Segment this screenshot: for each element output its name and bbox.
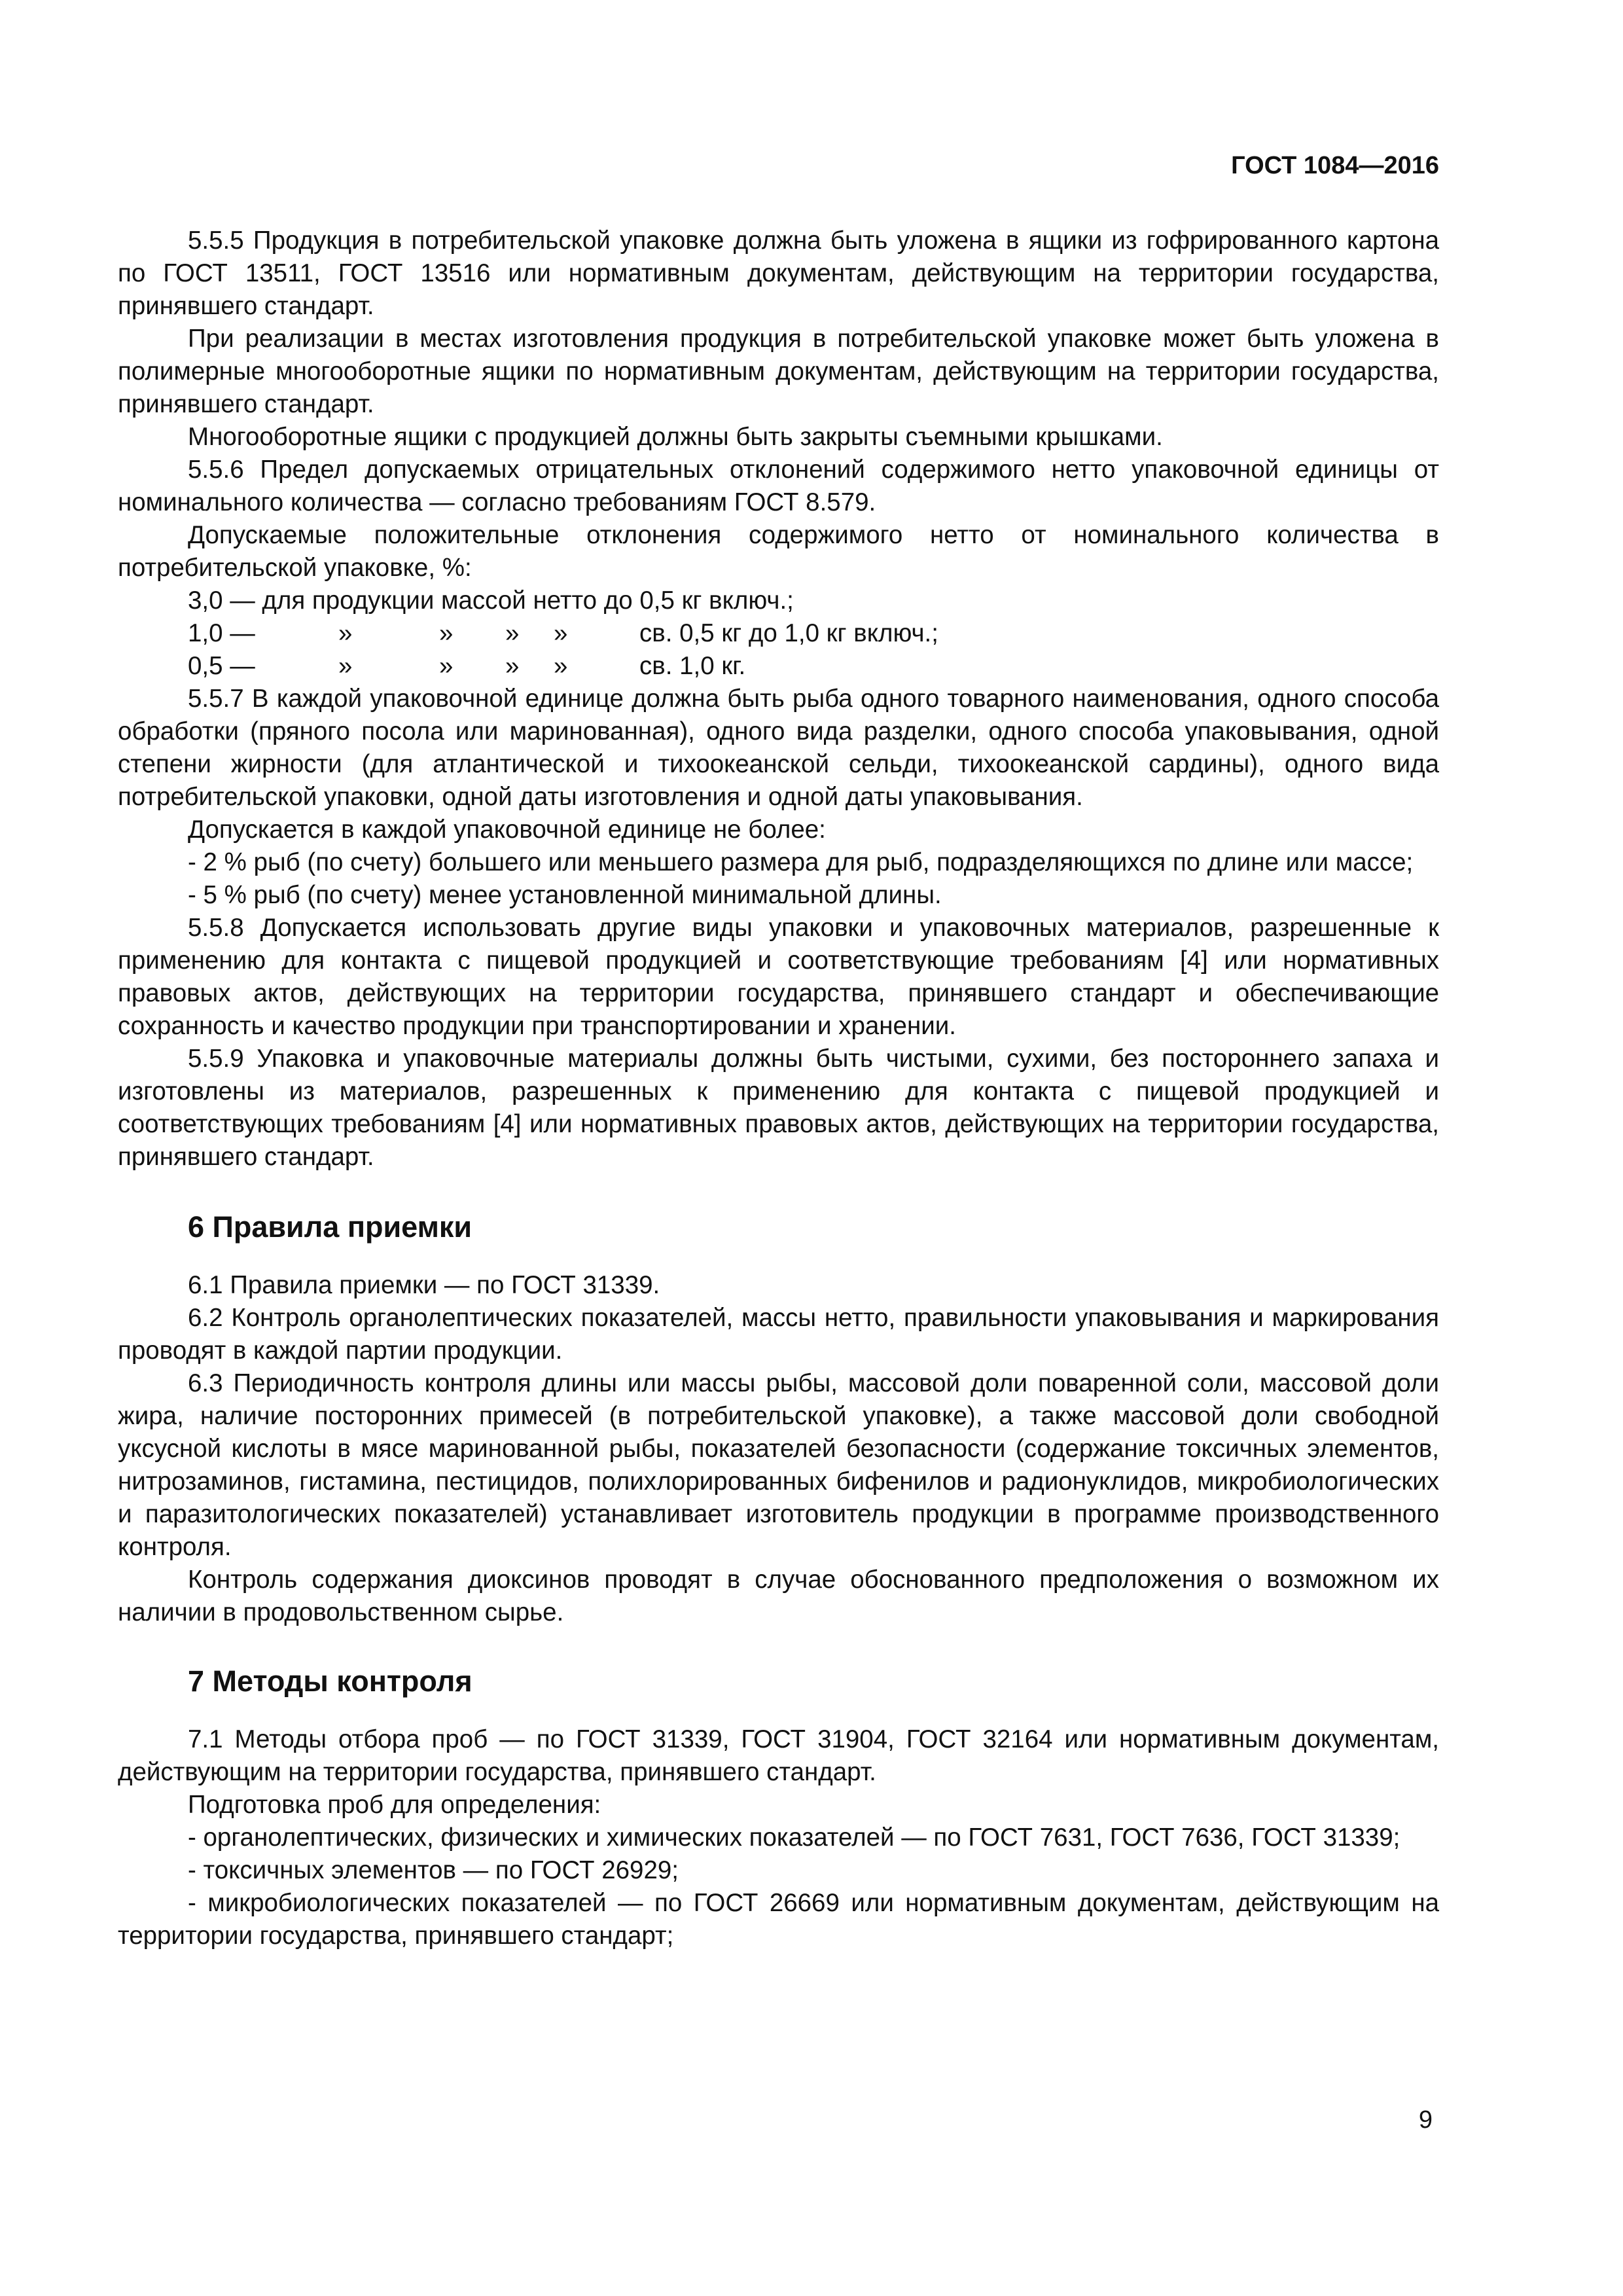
ditto-mark: » — [439, 652, 454, 680]
paragraph-6-3: 6.3 Периодичность контроля длины или массы рыбы, массовой доли поваренной соли, массовой доли жира, наличие посторонних примесей (в потребительской упаковке), а также массовой доли свободной уксусной кислоты в мясе маринованной рыбы, показателей безопасности (содержание токсичных элементов, нитрозаминов, гистамина, пестицидов, полихлорированных бифенилов и радионуклидов, микробиологических и паразитологических показателей) устанавливает изготовитель продукции в программе производственного контроля. — [118, 1369, 1439, 1561]
ditto-mark: » — [338, 619, 353, 647]
paragraph: Подготовка проб для определения: — [188, 1791, 601, 1819]
tolerance-value: 0,5 — — [188, 652, 255, 680]
ditto-mark: » — [338, 652, 353, 680]
tolerance-text: 3,0 — для продукции массой нетто до 0,5 кг включ.; — [188, 586, 794, 615]
tolerance-range: св. 0,5 кг до 1,0 кг включ.; — [639, 619, 938, 647]
paragraph-5-5-9: 5.5.9 Упаковка и упаковочные материалы должны быть чистыми, сухими, без постороннего запаха и изготовлены из материалов, разрешенных к применению для контакта с пищевой продукцией и соответствующих требованиям [4] или нормативных правовых актов, действующих на территории государства, принявшего стандарт. — [118, 1045, 1439, 1171]
ditto-mark: » — [554, 619, 568, 647]
paragraph: При реализации в местах изготовления продукция в потребительской упаковке может быть уложена в полимерные многооборотные ящики по нормативным документам, действующим на территории государства, принявшего стандарт. — [118, 325, 1439, 418]
paragraph-5-5-7: 5.5.7 В каждой упаковочной единице должна быть рыба одного товарного наименования, одного способа обработки (пряного посола или маринованная), одного вида разделки, одного способа упаковывания, одной степени жирности (для атлантической и тихоокеанской сельди, тихоокеанской сардины), одного вида потребительской упаковки, одной даты изготовления и одной даты упаковывания. — [118, 685, 1439, 811]
paragraph-7-1: 7.1 Методы отбора проб — по ГОСТ 31339, ГОСТ 31904, ГОСТ 32164 или нормативным документам, действующим на территории государства, принявшего стандарт. — [118, 1725, 1439, 1786]
paragraph: Контроль содержания диоксинов проводят в случае обоснованного предположения о возможном их наличии в продовольственном сырье. — [118, 1566, 1439, 1626]
paragraph-5-5-6: 5.5.6 Предел допускаемых отрицательных отклонений содержимого нетто упаковочной единицы от номинального количества — согласно требованиям ГОСТ 8.579. — [118, 456, 1439, 516]
list-item: - 5 % рыб (по счету) менее установленной минимальной длины. — [188, 881, 942, 909]
tolerance-row — [118, 617, 1439, 650]
ditto-mark: » — [439, 619, 454, 647]
paragraph: Многооборотные ящики с продукцией должны быть закрыты съемными крышками. — [188, 423, 1163, 451]
ditto-mark: » — [554, 652, 568, 680]
section-heading-7: 7 Методы контроля — [188, 1664, 473, 1698]
paragraph-6-1: 6.1 Правила приемки — по ГОСТ 31339. — [188, 1271, 660, 1299]
list-item: - токсичных элементов — по ГОСТ 26929; — [188, 1856, 679, 1884]
ditto-mark: » — [505, 619, 520, 647]
paragraph: Допускаемые положительные отклонения содержимого нетто от номинального количества в потребительской упаковке, %: — [118, 521, 1439, 582]
paragraph-5-5-5: 5.5.5 Продукция в потребительской упаковке должна быть уложена в ящики из гофрированного картона по ГОСТ 13511, ГОСТ 13516 или нормативным документам, действующим на территории государства, принявшего стандарт. — [118, 226, 1439, 320]
document-id-header: ГОСТ 1084—2016 — [1231, 152, 1439, 179]
paragraph-5-5-8: 5.5.8 Допускается использовать другие виды упаковки и упаковочных материалов, разрешенные к применению для контакта с пищевой продукцией и соответствующие требованиям [4] или нормативных правовых актов, действующих на территории государства, принявшего стандарт и обеспечивающие сохранность и качество продукции при транспортировании и хранении. — [118, 914, 1439, 1040]
ditto-mark: » — [505, 652, 520, 680]
tolerance-range: св. 1,0 кг. — [639, 652, 746, 680]
paragraph-6-2: 6.2 Контроль органолептических показателей, массы нетто, правильности упаковывания и маркирования проводят в каждой партии продукции. — [118, 1304, 1439, 1365]
page-content — [118, 224, 1439, 1952]
tolerance-value: 1,0 — — [188, 619, 255, 647]
list-item: - 2 % рыб (по счету) большего или меньшего размера для рыб, подразделяющихся по длине или массе; — [188, 848, 1414, 876]
tolerance-row — [118, 650, 1439, 683]
paragraph: Допускается в каждой упаковочной единице не более: — [188, 816, 826, 844]
tolerance-row — [118, 584, 1439, 617]
page-number: 9 — [1418, 2106, 1433, 2134]
list-item: - микробиологических показателей — по ГОСТ 26669 или нормативным документам, действующим на территории государства, принявшего стандарт; — [118, 1889, 1439, 1950]
section-heading-6: 6 Правила приемки — [188, 1210, 473, 1244]
list-item: - органолептических, физических и химических показателей — по ГОСТ 7631, ГОСТ 7636, ГОСТ 31339; — [188, 1823, 1400, 1852]
